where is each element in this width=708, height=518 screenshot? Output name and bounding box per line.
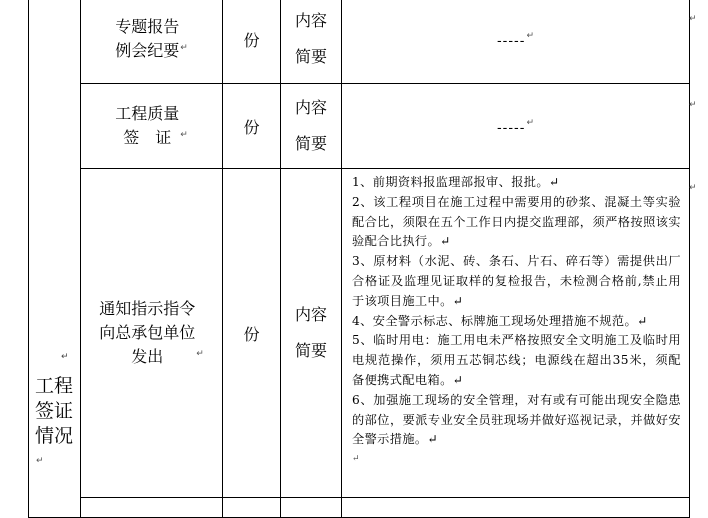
row-end-marker: ↵ xyxy=(689,100,697,110)
requirement-cell xyxy=(281,498,342,518)
requirement-label: 内容简要 xyxy=(294,11,327,66)
table-row-notification xyxy=(29,169,690,498)
requirement-cell xyxy=(281,169,342,498)
item-cell xyxy=(81,169,223,498)
detail-placeholder: ----- xyxy=(496,120,526,136)
detail-placeholder: ----- xyxy=(496,33,526,49)
detail-return-mark: ↵ xyxy=(526,118,534,129)
unit-label: 份 xyxy=(243,117,260,137)
item-return-mark: ↵ xyxy=(180,42,188,53)
item-label: 工程质量 签 证 xyxy=(115,104,180,147)
unit-cell xyxy=(223,169,281,498)
detail-return-mark: ↵ xyxy=(526,31,534,42)
detail-line: 3、原材料（水泥、砖、条石、片石、碎石等）需提供出厂合格证及监理见证取样的复检报告，未检测合格前,禁止用于该项目施工中。↵ xyxy=(352,254,681,308)
item-return-mark: ↵ xyxy=(180,129,188,140)
detail-cell xyxy=(342,169,690,498)
row-end-marker: ↵ xyxy=(689,14,697,24)
detail-cell xyxy=(342,0,690,84)
section-cell xyxy=(29,0,81,518)
item-label: 通知指示指令 向总承包单位 发出 xyxy=(99,299,196,366)
item-return-mark: ↵ xyxy=(196,348,204,359)
detail-cell xyxy=(342,84,690,169)
unit-label: 份 xyxy=(243,30,260,50)
unit-label: 份 xyxy=(243,324,260,344)
item-label: 专题报告 例会纪要 xyxy=(115,17,180,60)
requirement-cell xyxy=(281,84,342,169)
requirement-label: 内容简要 xyxy=(294,305,327,360)
requirement-label: 内容简要 xyxy=(294,98,327,153)
item-cell xyxy=(81,498,223,518)
row-end-marker: ↵ xyxy=(689,183,697,193)
detail-line: 5、临时用电：施工用电未严格按照安全文明施工及临时用电规范操作，须用五芯铜芯线；电源线在超出35米，须配备便携式配电箱。↵ xyxy=(352,333,681,387)
item-cell xyxy=(81,84,223,169)
unit-cell xyxy=(223,0,281,84)
table-row-continued xyxy=(29,498,690,518)
item-cell xyxy=(81,0,223,84)
detail-cell xyxy=(342,498,690,518)
unit-cell xyxy=(223,84,281,169)
detail-line: 4、安全警示标志、标牌施工现场处理措施不规范。↵ xyxy=(352,313,648,328)
section-label: 工程签证情况↵ xyxy=(35,374,74,466)
unit-cell xyxy=(223,498,281,518)
detail-line: ↵ xyxy=(352,454,360,465)
requirement-cell xyxy=(281,0,342,84)
detail-line: 2、该工程项目在施工过程中需要用的砂浆、混凝土等实验配合比，须限在五个工作日内提交监理部，须严格按照该实验配合比执行。↵ xyxy=(352,194,681,249)
engineering-report-table xyxy=(28,0,690,518)
table-row-quality-signoff xyxy=(29,84,690,169)
section-return-mark: ↵ xyxy=(61,351,69,362)
detail-line: 6、加强施工现场的安全管理，对有或有可能出现安全隐患的部位，要派专业安全员驻现场并做好巡视记录，并做好安全警示措施。↵ xyxy=(352,392,681,447)
detail-line: 1、前期资料报监理部报审、报批。↵ xyxy=(352,175,560,189)
table-row-special-report xyxy=(29,0,690,84)
section-label-return-mark: ↵ xyxy=(36,455,44,466)
